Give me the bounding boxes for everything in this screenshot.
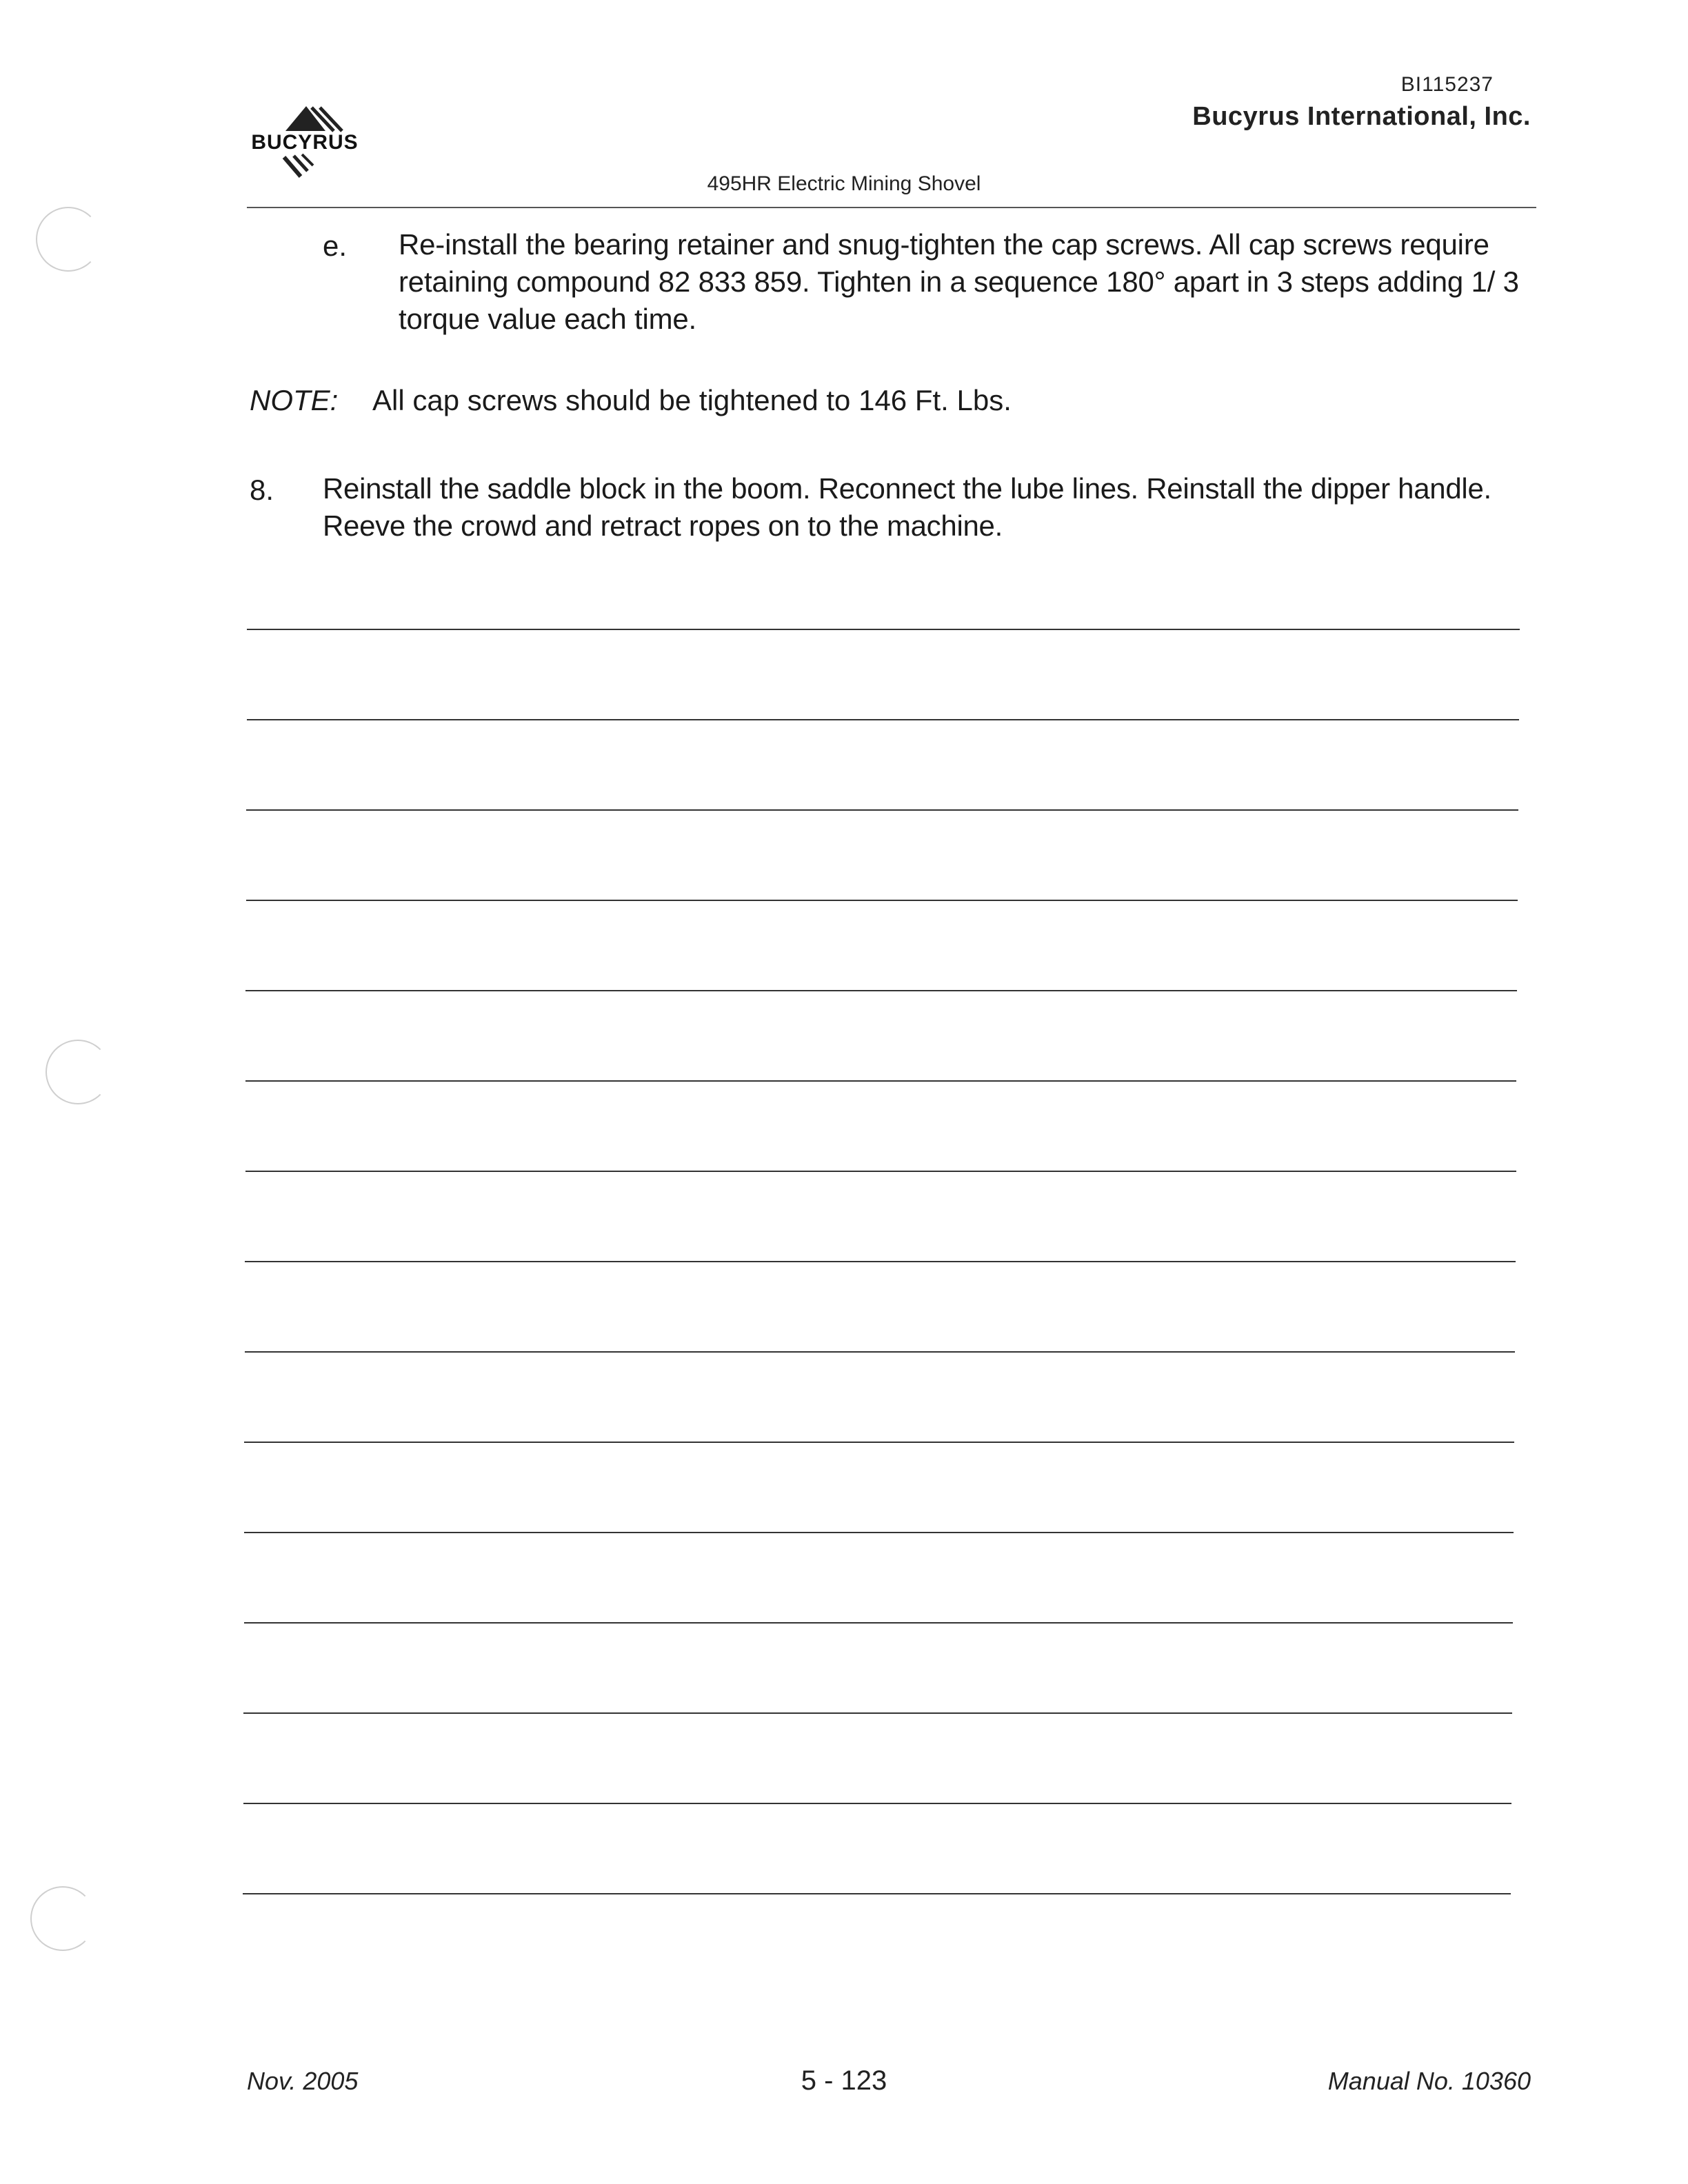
note-line	[244, 1442, 1514, 1443]
step-e-text: Re-install the bearing retainer and snug-tighten the cap screws. All cap screws require retaining compound 82 833 859. Tighten in a sequence 180° apart in 3 steps adding 1/ 3 torque value each time.	[399, 228, 1519, 335]
note-line	[246, 900, 1518, 901]
note-line	[243, 1712, 1512, 1714]
note-line	[246, 809, 1518, 811]
note-line	[245, 990, 1517, 991]
company-name: Bucyrus International, Inc.	[1192, 102, 1531, 131]
punch-hole-bottom	[30, 1886, 95, 1951]
note-line	[247, 629, 1520, 630]
note-text: All cap screws should be tightened to 146 Ft. Lbs.	[372, 384, 1012, 416]
note-line	[245, 1080, 1516, 1082]
footer-page-number: 5 - 123	[801, 2065, 887, 2096]
footer-manual-number: Manual No. 10360	[1327, 2067, 1531, 2095]
note-line	[243, 1893, 1511, 1894]
note-line	[247, 719, 1519, 720]
step-8-text: Reinstall the saddle block in the boom. Reconnect the lube lines. Reinstall the dipper handle. Reeve the crowd and retract ropes on to the machine.	[323, 472, 1491, 542]
note-line	[243, 1803, 1511, 1804]
note-line	[244, 1532, 1514, 1533]
note-line	[245, 1351, 1515, 1353]
document-id: BI115237	[1400, 73, 1494, 96]
model-title: 495HR Electric Mining Shovel	[707, 172, 981, 195]
note-label: NOTE:	[250, 384, 339, 416]
step-e-label: e.	[323, 230, 348, 262]
note-line	[245, 1171, 1516, 1172]
note-line	[244, 1622, 1513, 1624]
step-8-label: 8.	[250, 474, 274, 506]
footer-date: Nov. 2005	[247, 2067, 359, 2095]
punch-hole-middle	[46, 1040, 110, 1104]
logo-text: BUCYRUS	[251, 131, 359, 154]
punch-hole-top	[36, 207, 101, 272]
header-rule	[247, 207, 1536, 208]
note-line	[245, 1261, 1516, 1262]
